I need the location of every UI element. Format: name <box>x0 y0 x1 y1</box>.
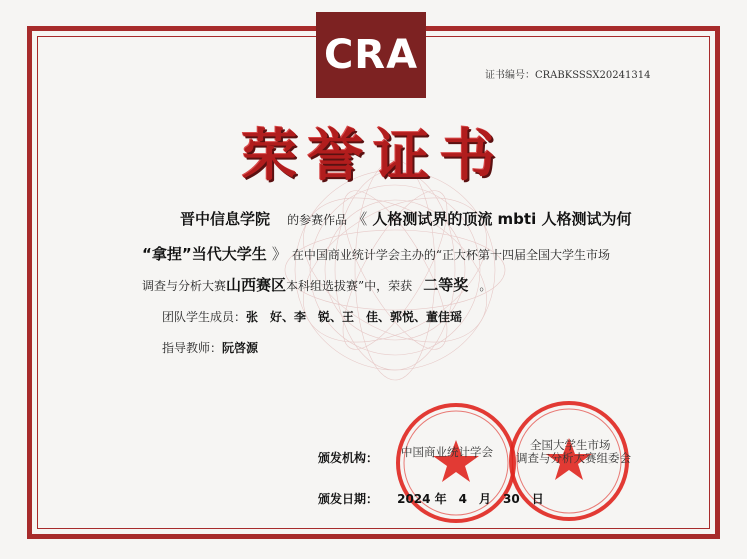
advisor-line <box>162 337 258 356</box>
open-quote: 《 <box>352 210 368 228</box>
work-label: 的参赛作品 <box>287 213 348 227</box>
issuer-line <box>318 447 378 466</box>
advisor-name: 阮啓源 <box>222 341 259 355</box>
seal-2-text-line2: 调查与分析大赛组委会 <box>516 451 631 465</box>
competition-name-end: 调查与分析大赛 <box>142 279 227 293</box>
cra-logo <box>316 12 426 98</box>
group-text: 本科组选拔赛”中，荣获 <box>286 279 413 293</box>
work-title-part2: “拿捏”当代大学生 <box>142 245 267 263</box>
certificate-title: 荣誉证书 <box>241 124 506 189</box>
award-line-2 <box>142 243 610 264</box>
close-quote: 》 <box>271 245 287 263</box>
award-line-1 <box>180 208 631 229</box>
seal-commerce-statistics-icon <box>393 400 519 526</box>
region-name: 山西赛区 <box>226 276 287 294</box>
issuer-label: 颁发机构： <box>318 451 379 465</box>
team-line <box>162 306 462 325</box>
logo-text: CRA <box>323 32 419 78</box>
work-title-part1: 人格测试界的顶流 mbti 人格测试为何 <box>372 210 632 228</box>
award-line-3 <box>142 274 491 295</box>
date-label: 颁发日期： <box>318 492 379 506</box>
team-label: 团队学生成员： <box>162 310 247 324</box>
seal-2-text-line1: 全国大学生市场 <box>530 438 611 452</box>
award-level: 二等奖 <box>423 276 469 294</box>
period: 。 <box>479 279 492 293</box>
team-members: 张 好、李 锐、王 佳、郭悦、董佳瑶 <box>246 310 463 324</box>
advisor-label: 指导教师： <box>162 341 223 355</box>
competition-text: 在中国商业统计学会主办的“正大杯第十四届全国大学生市场 <box>291 248 611 262</box>
certificate-number: 证书编号：CRABKSSSX20241314 <box>485 70 651 81</box>
school-name: 晋中信息学院 <box>180 210 271 228</box>
seal-1-text: 中国商业统计学会 <box>401 445 493 459</box>
date-line <box>318 488 544 507</box>
issue-date: 2024 年 4 月 30 日 <box>397 492 544 506</box>
